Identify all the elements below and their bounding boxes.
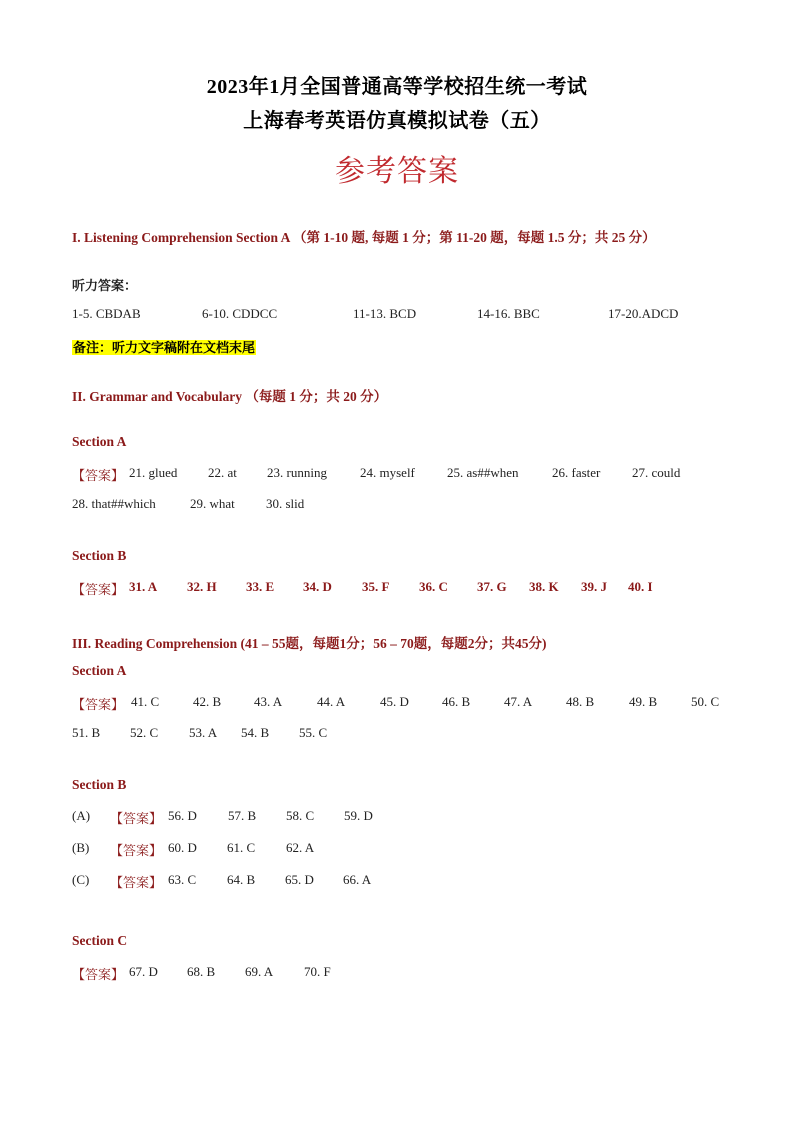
- answer-item: 60. D: [168, 840, 197, 855]
- answer-item: 36. C: [419, 579, 448, 594]
- answer-item: 56. D: [168, 808, 197, 823]
- answer-item: 43. A: [254, 694, 283, 709]
- part3-section-a-title: Section A: [72, 663, 127, 678]
- part2-section-b-title: Section B: [72, 548, 127, 563]
- answer-tag: 【答案】: [72, 967, 125, 982]
- answer-item: 30. slid: [266, 496, 305, 511]
- listening-answers-label: 听力答案：: [72, 278, 138, 293]
- answer-item: 51. B: [72, 725, 101, 740]
- answer-item: 48. B: [566, 694, 595, 709]
- listening-answer: 1-5. CBDAB: [72, 306, 141, 321]
- answer-item: 41. C: [131, 694, 160, 709]
- answer-tag: 【答案】: [110, 875, 163, 890]
- answer-item: 22. at: [208, 465, 237, 480]
- answer-item: 66. A: [343, 872, 372, 887]
- answer-item: 31. A: [129, 579, 158, 594]
- listening-answer: 14-16. BBC: [477, 306, 540, 321]
- answer-item: 59. D: [344, 808, 373, 823]
- answer-item: 53. A: [189, 725, 218, 740]
- answer-key-title: 参考答案: [335, 155, 459, 188]
- answer-item: 26. faster: [552, 465, 601, 480]
- answer-item: 55. C: [299, 725, 328, 740]
- answer-item: 33. E: [246, 579, 275, 594]
- part3-heading: III. Reading Comprehension (41 – 55题，每题1分；56 – 70题，每题2分；共45分): [72, 636, 547, 651]
- answer-item: 57. B: [228, 808, 257, 823]
- answer-item: 54. B: [241, 725, 270, 740]
- answer-tag: 【答案】: [72, 697, 125, 712]
- answer-item: 40. I: [628, 579, 653, 594]
- exam-subtitle: 上海春考英语仿真模拟试卷（五）: [243, 110, 551, 132]
- answer-item: 39. J: [581, 579, 607, 594]
- answer-item: 24. myself: [360, 465, 415, 480]
- answer-item: 61. C: [227, 840, 256, 855]
- answer-item: 38. K: [529, 579, 559, 594]
- answer-item: 29. what: [190, 496, 235, 511]
- group-label: (A): [72, 808, 91, 823]
- part3-section-b-title: Section B: [72, 777, 127, 792]
- answer-item: 47. A: [504, 694, 533, 709]
- answer-item: 67. D: [129, 964, 158, 979]
- answer-item: 45. D: [380, 694, 409, 709]
- group-label: (C): [72, 872, 90, 887]
- answer-item: 58. C: [286, 808, 315, 823]
- part2-section-a-title: Section A: [72, 434, 127, 449]
- answer-item: 70. F: [304, 964, 331, 979]
- exam-title: 2023年1月全国普通高等学校招生统一考试: [206, 76, 588, 98]
- answer-item: 23. running: [267, 465, 327, 480]
- answer-item: 62. A: [286, 840, 315, 855]
- answer-item: 68. B: [187, 964, 216, 979]
- answer-tag: 【答案】: [72, 582, 125, 597]
- part3-section-c-title: Section C: [72, 933, 128, 948]
- answer-item: 64. B: [227, 872, 256, 887]
- answer-item: 69. A: [245, 964, 274, 979]
- part1-heading: I. Listening Comprehension Section A （第 1-10 题, 每题 1 分；第 11-20 题，每题 1.5 分；共 25 分）: [72, 230, 656, 245]
- answer-tag: 【答案】: [110, 811, 163, 826]
- answer-item: 27. could: [632, 465, 681, 480]
- group-label: (B): [72, 840, 90, 855]
- answer-item: 37. G: [477, 579, 507, 594]
- listening-answer: 6-10. CDDCC: [202, 306, 278, 321]
- answer-item: 49. B: [629, 694, 658, 709]
- answer-item: 42. B: [193, 694, 222, 709]
- answer-tag: 【答案】: [72, 468, 125, 483]
- answer-item: 52. C: [130, 725, 159, 740]
- part2-heading: II. Grammar and Vocabulary （每题 1 分；共 20 分）: [72, 389, 388, 404]
- listening-answer: 11-13. BCD: [353, 306, 417, 321]
- answer-item: 63. C: [168, 872, 197, 887]
- answer-item: 25. as##when: [447, 465, 519, 480]
- answer-item: 28. that##which: [72, 496, 156, 511]
- answer-item: 34. D: [303, 579, 332, 594]
- answer-item: 50. C: [691, 694, 720, 709]
- listening-answer: 17-20.ADCD: [608, 306, 679, 321]
- answer-tag: 【答案】: [110, 843, 163, 858]
- answer-item: 46. B: [442, 694, 471, 709]
- answer-item: 35. F: [362, 579, 390, 594]
- answer-item: 44. A: [317, 694, 346, 709]
- listening-note: 备注：听力文字稿附在文档末尾: [73, 340, 256, 355]
- answer-item: 32. H: [187, 579, 217, 594]
- answer-item: 21. glued: [129, 465, 178, 480]
- answer-item: 65. D: [285, 872, 314, 887]
